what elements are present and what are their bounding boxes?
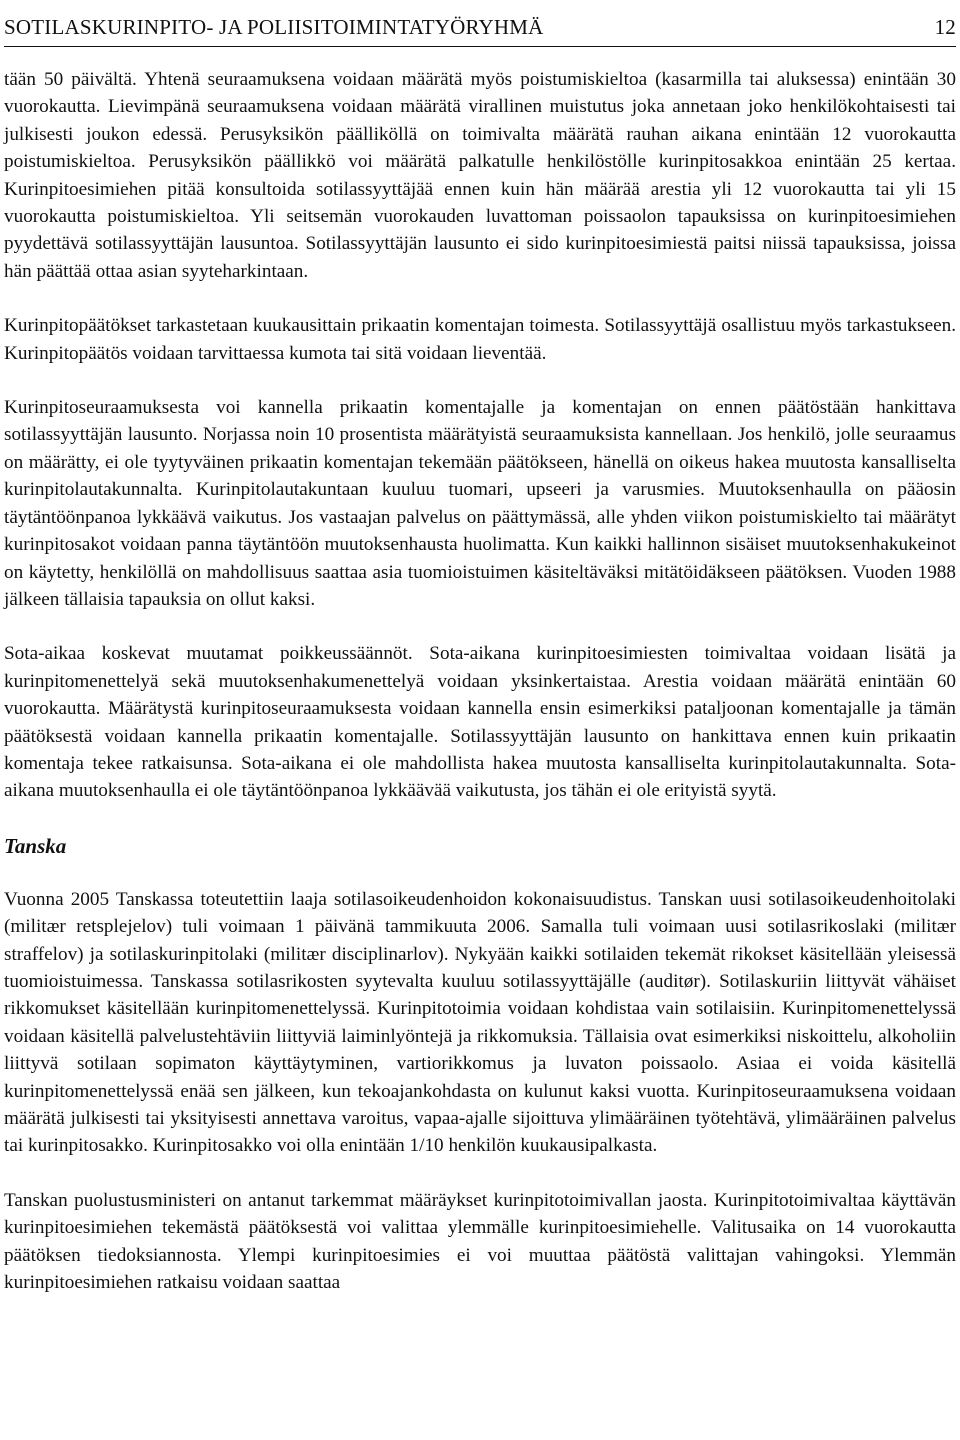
paragraph-3: Kurinpitoseuraamuksesta voi kannella prikaatin komentajalle ja komentajan on ennen päätöstään hankittava sotilassyyttäjän lausunto. Norjassa noin 10 prosentista määrätyistä seuraamuksista kannellaan. Jos henkilö, jolle seuraamus on määrätty, ei ole tyytyväinen prikaatin komentajan tekemään päätökseen, hänellä on oikeus hakea muutosta kansalliselta kurinpitolautakunnalta. Kurinpitolautakuntaan kuuluu tuomari, upseeri ja varusmies. Muutoksenhaulla on pääosin täytäntöönpanoa lykkäävä vaikutus. Jos vastaajan palvelus on päättymässä, alle yhden viikon poistumiskielto tai määrätyt kurinpitosakot voidaan panna täytäntöön muutoksenhausta huolimatta. Kun kaikki hallinnon sisäiset muutoksenhakukeinot on käytetty, henkilöllä on mahdollisuus saattaa asia tuomioistuimen käsiteltäväksi mitätöidäkseen päätöksen. Vuoden 1988 jälkeen tällaisia tapauksia on ollut kaksi. (4, 397, 956, 610)
paragraph-1: tään 50 päivältä. Yhtenä seuraamuksena voidaan määrätä myös poistumiskieltoa (kasarmilla tai aluksessa) enintään 30 vuorokautta. Lievimpänä seuraamuksena voidaan määrätä virallinen muistutus joka annetaan joko henkilökohtaisesti tai julkisesti joukon edessä. Perusyksikön päälliköllä on toimivalta määrätä rauhan aikana enintään 12 vuorokautta poistumiskieltoa. Perusyksikön päällikkö voi määrätä palkatulle henkilöstölle kurinpitosakkoa enintään 25 kertaa. Kurinpitoesimiehen pitää konsultoida sotilassyyttäjää ennen kuin hän määrää arestia yli 12 vuorokautta tai yli 15 vuorokautta poistumiskieltoa. Yli seitsemän vuorokauden luvattoman poissaolon tapauksissa on kurinpitoesimiehen pyydettävä sotilassyyttäjän lausuntoa. Sotilassyyttäjän lausunto ei sido kurinpitoesimiestä paitsi niissä tapauksissa, joissa hän päättää ottaa asian syyteharkintaan. (4, 69, 956, 282)
paragraph-4: Sota-aikaa koskevat muutamat poikkeussäännöt. Sota-aikana kurinpitoesimiesten toimivaltaa voidaan lisätä ja kurinpitomenettelyä sekä muutoksenhakumenettelyä voidaan yksinkertaistaa. Arestia voidaan määrätä enintään 60 vuorokautta. Määrätystä kurinpitoseuraamuksesta voidaan kannella ensin esimerkiksi pataljoonan komentajalle ja tämän päätöksestä voidaan kannella prikaatin komentajalle. Sotilassyyttäjän lausunto on hankittava ennen kuin prikaatin komentaja tekee ratkaisunsa. Sota-aikana ei ole mahdollista hakea muutosta kansalliselta kurinpitolautakunnalta. Sota-aikana muutoksenhaulla ei ole täytäntöönpanoa lykkäävää vaikutusta, jos tähän ei ole erityistä syytä. (4, 643, 956, 802)
paragraph-2: Kurinpitopäätökset tarkastetaan kuukausittain prikaatin komentajan toimesta. Sotilassyyttäjä osallistuu myös tarkastukseen. Kurinpitopäätös voidaan tarvittaessa kumota tai sitä voidaan lieventää. (4, 315, 956, 364)
section-heading: Tanska (4, 833, 67, 858)
paragraph-spacer (4, 1160, 956, 1187)
header-title: SOTILASKURINPITO- JA POLIISITOIMINTATYÖRYHMÄ (4, 15, 544, 39)
running-header (4, 6, 956, 40)
paragraph-spacer (4, 285, 956, 312)
document-body (4, 66, 956, 1296)
paragraph-spacer (4, 805, 956, 832)
header-rule (4, 46, 956, 47)
page-number: 12 (934, 15, 956, 39)
paragraph-spacer (4, 613, 956, 640)
section-paragraph-2: Tanskan puolustusministeri on antanut tarkemmat määräykset kurinpitotoimivallan jaosta. Kurinpitotoimivaltaa käyttävän kurinpitoesimiehen tekemästä päätöksestä voi valittaa ylemmälle kurinpitoesimiehelle. Valitusaika on 14 vuorokautta päätöksen tiedoksiannosta. Ylempi kurinpitoesimies ei voi muuttaa päätöstä valittajan vahingoksi. Ylemmän kurinpitoesimiehen ratkaisu voidaan saattaa (4, 1189, 956, 1294)
section-paragraph-1: Vuonna 2005 Tanskassa toteutettiin laaja sotilasoikeudenhoidon kokonaisuudistus. Tanskan uusi sotilasoikeudenhoitolaki (militær retsplejelov) tuli voimaan 1 päivänä tammikuuta 2006. Samalla tuli voimaan uusi sotilasrikoslaki (militær straffelov) ja sotilaskurinpitolaki (militær disciplinarlov). Nykyään kaikki sotilaiden tekemät rikokset käsitellään yleisessä tuomioistuimessa. Tanskassa sotilasrikosten syytevalta kuuluu sotilassyyttäjälle (auditør). Sotilaskuriin liittyvät vähäiset rikkomukset käsitellään kurinpitomenettelyssä. Kurinpitotoimia voidaan kohdistaa vain sotilaisiin. Kurinpitomenettelyssä voidaan käsitellä palvelustehtäviin liittyviä laiminlyöntejä ja rikkomuksia. Tällaisia ovat esimerkiksi niskoittelu, alkoholiin liittyvä sotilaan sopimaton käyttäytyminen, vartiorikkomus ja luvaton poissaolo. Asiaa ei voida käsitellä kurinpitomenettelyssä enää sen jälkeen, kun tekoajankohdasta on kulunut kaksi vuotta. Kurinpitoseuraamuksena voidaan määrätä julkisesti tai yksityisesti annettava varoitus, vapaa-ajalle sijoittuva ylimääräinen työtehtävä, ylimääräinen palvelus tai kurinpitosakko. Kurinpitosakko voi olla enintään 1/10 henkilön kuukausipalkasta. (4, 888, 956, 1157)
heading-spacer (4, 860, 956, 886)
paragraph-spacer (4, 367, 956, 394)
